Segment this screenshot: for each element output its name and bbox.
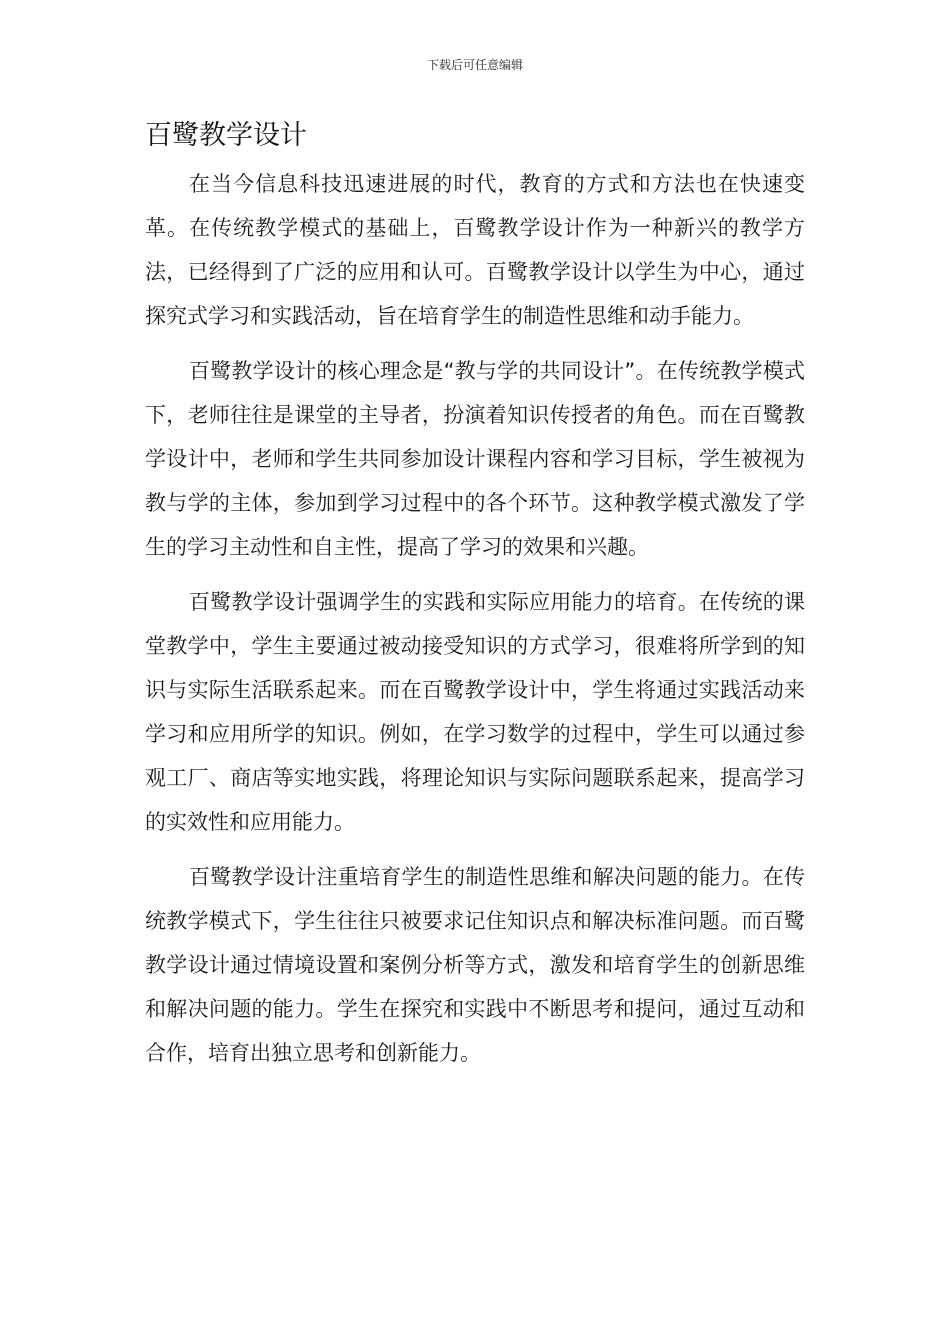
header-note: 下载后可任意编辑 — [426, 58, 523, 72]
document-title: 百鹭教学设计 — [145, 120, 307, 151]
paragraph-4: 百鹭教学设计注重培育学生的制造性思维和解决问题的能力。在传统教学模式下，学生往往只被要求记住知识点和解决标准问题。而百鹭教学设计通过情境设置和案例分析等方式，激发和培育学生的创新思维和解决问题的能力。学生在探究和实践中不断思考和提问，通过互动和合作，培育出独立思考和创新能力。 — [145, 865, 805, 1065]
paragraph-3: 百鹭教学设计强调学生的实践和实际应用能力的培育。在传统的课堂教学中，学生主要通过被动接受知识的方式学习，很难将所学到的知识与实际生活联系起来。而在百鹭教学设计中，学生将通过实践活动来学习和应用所学的知识。例如，在学习数学的过程中，学生可以通过参观工厂、商店等实地实践，将理论知识与实际问题联系起来，提高学习的实效性和应用能力。 — [145, 590, 805, 834]
paragraph-2: 百鹭教学设计的核心理念是“教与学的共同设计”。在传统教学模式下，老师往往是课堂的主导者，扮演着知识传授者的角色。而在百鹭教学设计中，老师和学生共同参加设计课程内容和学习目标，学生被视为教与学的主体，参加到学习过程中的各个环节。这种教学模式激发了学生的学习主动性和自主性，提高了学习的效果和兴趣。 — [145, 359, 805, 559]
document-body — [145, 162, 805, 1086]
paragraph-1: 在当今信息科技迅速进展的时代，教育的方式和方法也在快速变革。在传统教学模式的基础上，百鹭教学设计作为一种新兴的教学方法，已经得到了广泛的应用和认可。百鹭教学设计以学生为中心，通过探究式学习和实践活动，旨在培育学生的制造性思维和动手能力。 — [145, 172, 805, 328]
